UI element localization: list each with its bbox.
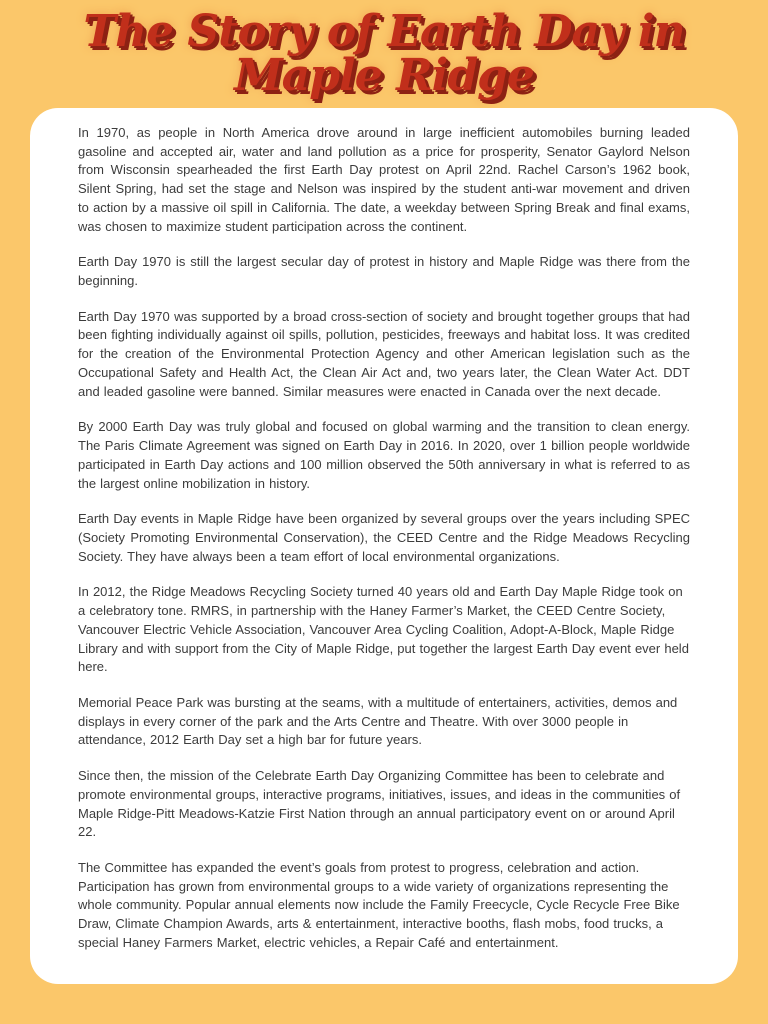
paragraph-earth-day-origin: In 1970, as people in North America drove around in large inefficient automobiles burning leaded gasoline and accepted air, water and land pollution as a price for prosperity, Senator Gaylord Nelson from Wisconsin spearheaded the first Earth Day protest on April 22nd. Rachel Carson’s 1962 book, Silent Spring, had set the stage and Nelson was inspired by the student anti-war movement and driven to action by a massive oil spill in California. The date, a weekday between Spring Break and final exams, was chosen to maximize student participation across the continent.: [78, 125, 690, 234]
paragraph-committee-expansion: The Committee has expanded the event’s goals from protest to progress, celebration and action. Participation has grown from environmental groups to a wide variety of organizations representing the whole community. Popular annual elements now include the Family Freecycle, Cycle Recycle Free Bike Draw, Climate Champion Awards, arts & entertainment, interactive booths, flash mobs, food trucks, a special Haney Farmers Market, electric vehicles, a Repair Café and entertainment.: [78, 860, 680, 950]
paragraph-2012-anniversary: In 2012, the Ridge Meadows Recycling Society turned 40 years old and Earth Day Maple Ridge took on a celebratory tone. RMRS, in partnership with the Haney Farmer’s Market, the CEED Centre Society, Vancouver Electric Vehicle Association, Vancouver Area Cycling Coalition, Adopt-A-Block, Maple Ridge Library and with support from the City of Maple Ridge, put together the largest Earth Day event ever held here.: [78, 584, 689, 675]
paragraph-committee-mission: Since then, the mission of the Celebrate Earth Day Organizing Committee has been to celebrate and promote environmental groups, interactive programs, initiatives, issues, and ideas in the communities of Maple Ridge-Pitt Meadows-Katzie First Nation through an annual participatory event on or around April 22.: [78, 768, 681, 840]
page-header: [0, 0, 768, 101]
article-card: [30, 108, 738, 984]
paragraph-global-2000: By 2000 Earth Day was truly global and focused on global warming and the transition to clean energy. The Paris Climate Agreement was signed on Earth Day in 2016. In 2020, over 1 billion people worldwide participated in Earth Day actions and 100 million observed the 50th anniversary in what is referred to as the largest online mobilization in history.: [78, 419, 690, 491]
paragraph-cross-section-society: Earth Day 1970 was supported by a broad cross-section of society and brought together groups that had been fighting individually against oil spills, pollution, pesticides, freeways and habitat loss. It was credited for the creation of the Environmental Protection Agency and other American legislation such as the Occupational Safety and Health Act, the Clean Air Act and, two years later, the Clean Water Act. DDT and leaded gasoline were banned. Similar measures were enacted in Canada over the next decade.: [78, 308, 690, 399]
page-title: [0, 6, 768, 101]
page-title-line2: Maple Ridge: [234, 50, 534, 101]
page-title-line1: The Story of Earth Day in: [83, 6, 685, 57]
paragraph-largest-protest: Earth Day 1970 is still the largest secular day of protest in history and Maple Ridge was there from the beginning.: [78, 254, 690, 289]
paragraph-memorial-peace-park: Memorial Peace Park was bursting at the seams, with a multitude of entertainers, activities, demos and displays in every corner of the park and the Arts Centre and Theatre. With over 3000 people in attendance, 2012 Earth Day set a high bar for future years.: [78, 694, 678, 748]
paragraph-maple-ridge-groups: Earth Day events in Maple Ridge have been organized by several groups over the years including SPEC (Society Promoting Environmental Conservation), the CEED Centre and the Ridge Meadows Recycling Society. They have always been a team effort of local environmental organizations.: [78, 511, 690, 564]
